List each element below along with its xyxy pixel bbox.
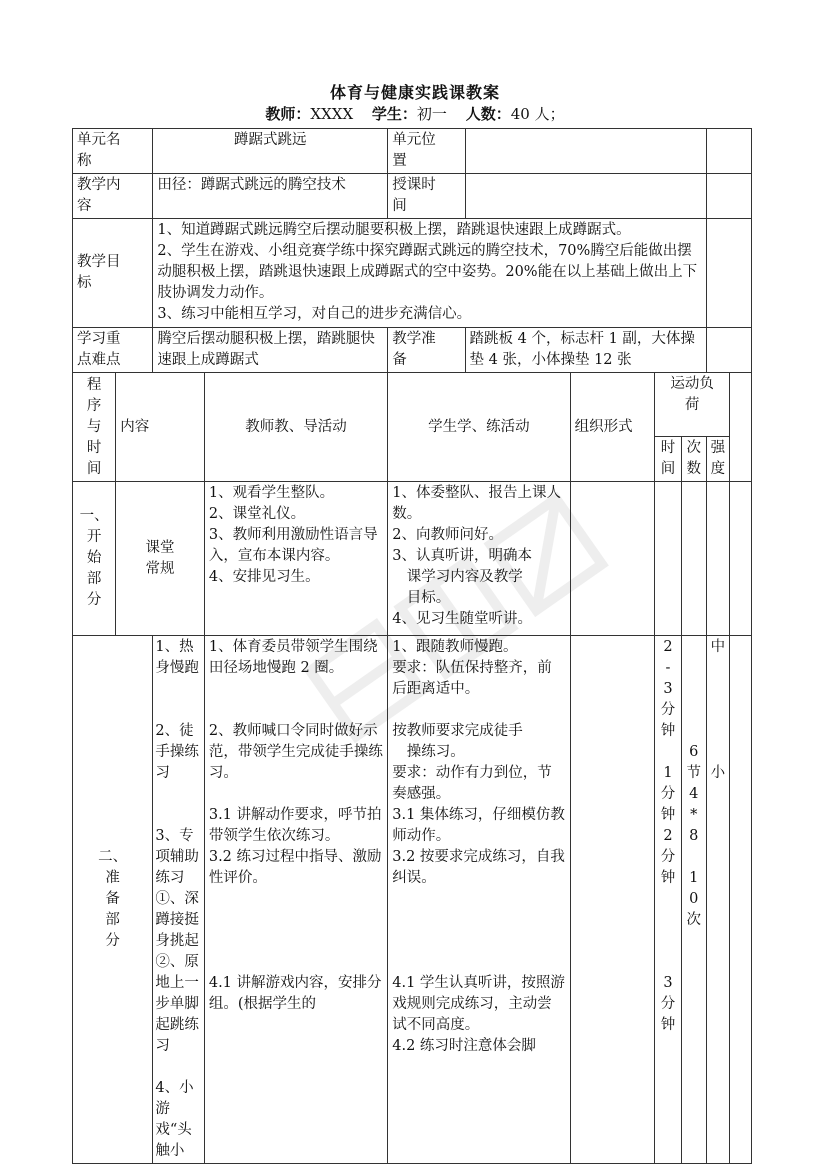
start-intensity bbox=[706, 482, 730, 636]
count-value: 40 人； bbox=[510, 105, 565, 123]
prep-time: 2 - 3 分 钟 1 分 钟 2 分 钟 3 分 钟 bbox=[655, 636, 682, 1164]
content-value: 田径：蹲踞式跳远的腾空技术 bbox=[153, 174, 388, 219]
objective-item: 1、知道蹲踞式跳远腾空后摆动腿要积极上摆，踏跳退快速跟上成蹲踞式。 bbox=[157, 222, 631, 238]
preparation-value: 踏跳板 4 个，标志杆 1 副，大体操垫 4 张，小体操垫 12 张 bbox=[465, 328, 706, 373]
preparation-extra bbox=[706, 328, 751, 373]
lesson-plan-table bbox=[72, 128, 752, 1164]
prep-extra bbox=[730, 636, 752, 1164]
teacher-value: XXXX bbox=[310, 105, 354, 123]
time-value bbox=[465, 174, 706, 219]
prep-student-activity: 1、跟随教师慢跑。 要求：队伍保持整齐，前后距离适中。 按教师要求完成徒手 操练习。 要求：动作有力到位，节奏感强。 3.1 集体练习，仔细模仿教师动作。 3.2 按要求完成练习，自我纠误。 4.1 学生认真听讲，按照游戏规则完成练习，主动尝试不同高度。 4.2 练习时注意体会脚 bbox=[388, 636, 570, 1164]
teacher-label: 教师： bbox=[265, 105, 311, 123]
prep-intensity: 中 小 bbox=[706, 636, 730, 1164]
key-points-label: 学习重 点难点 bbox=[73, 328, 153, 373]
teacher-activity-header: 教师教、导活动 bbox=[204, 373, 387, 482]
start-time bbox=[655, 482, 682, 636]
times-header: 次 数 bbox=[681, 437, 706, 482]
objective-item: 3、练习中能相互学习，对自己的进步充满信心。 bbox=[157, 306, 472, 322]
start-extra bbox=[730, 482, 752, 636]
blank-header bbox=[730, 373, 752, 482]
time-extra bbox=[706, 174, 751, 219]
unit-position-value bbox=[465, 129, 706, 174]
content-header: 内容 bbox=[116, 373, 205, 482]
student-label: 学生： bbox=[371, 105, 417, 123]
prep-times: 6 节 4 * 8 1 0 次 bbox=[681, 636, 706, 1164]
preparation-label: 教学准 备 bbox=[388, 328, 465, 373]
unit-position-extra bbox=[706, 129, 751, 174]
load-header: 运动负 荷 bbox=[655, 373, 730, 437]
start-student-activity: 1、体委整队、报告上课人数。 2、向教师问好。 3、认真听讲，明确本 课学习内容及教学 目标。 4、见习生随堂听讲。 bbox=[388, 482, 570, 636]
start-teacher-activity: 1、观看学生整队。 2、课堂礼仪。 3、教师利用激励性语言导入，宣布本课内容。 4、安排见习生。 bbox=[204, 482, 387, 636]
count-label: 人数： bbox=[465, 105, 511, 123]
organization-header: 组织形式 bbox=[570, 373, 654, 482]
objective-label: 教学目 标 bbox=[73, 219, 153, 328]
intensity-header: 强 度 bbox=[706, 437, 730, 482]
unit-name-value: 蹲踞式跳远 bbox=[153, 129, 388, 174]
time-header: 时 间 bbox=[655, 437, 682, 482]
prep-content: 1、热身慢跑 2、徒手操练习 3、专项辅助练习 ①、深蹲接挺身挑起 ②、原地上一步单脚起跳练习 4、小游戏“头触小 bbox=[153, 636, 205, 1164]
lesson-meta bbox=[0, 103, 830, 124]
key-points-value: 腾空后摆动腿积极上摆，踏跳腿快速跟上成蹲踞式 bbox=[153, 328, 388, 373]
start-content: 课堂 常规 bbox=[116, 482, 205, 636]
page-title: 体育与健康实践课教案 bbox=[329, 83, 500, 102]
procedure-header: 程 序 与 时 间 bbox=[73, 373, 116, 482]
objective-item: 2、学生在游戏、小组竞赛学练中探究蹲踞式跳远的腾空技术，70%腾空后能做出摆动腿积极上摆，踏跳退快速跟上成蹲踞式的空中姿势。20%能在以上基础上做出上下肢协调发力动作。 bbox=[157, 243, 698, 301]
objective-extra bbox=[706, 219, 751, 328]
time-label: 授课时 间 bbox=[388, 174, 465, 219]
start-organization bbox=[570, 482, 654, 636]
content-label: 教学内 容 bbox=[73, 174, 153, 219]
prep-organization bbox=[570, 636, 654, 1164]
unit-position-label: 单元位 置 bbox=[388, 129, 465, 174]
stage-preparation: 二、 准 备 部 分 bbox=[73, 636, 153, 1164]
student-activity-header: 学生学、练活动 bbox=[388, 373, 570, 482]
unit-name-label: 单元名 称 bbox=[73, 129, 153, 174]
student-value: 初一 bbox=[416, 105, 447, 123]
stage-start: 一、 开 始 部 分 bbox=[73, 482, 116, 636]
start-times bbox=[681, 482, 706, 636]
prep-teacher-activity: 1、体育委员带领学生围绕田径场地慢跑 2 圈。 2、教师喊口令同时做好示范，带领学生完成徒手操练习。 3.1 讲解动作要求，呼节拍带领学生依次练习。 3.2 练习过程中指导、激励性评价。 4.1 讲解游戏内容，安排分组。(根据学生的 bbox=[204, 636, 387, 1164]
objective-list bbox=[153, 219, 706, 328]
